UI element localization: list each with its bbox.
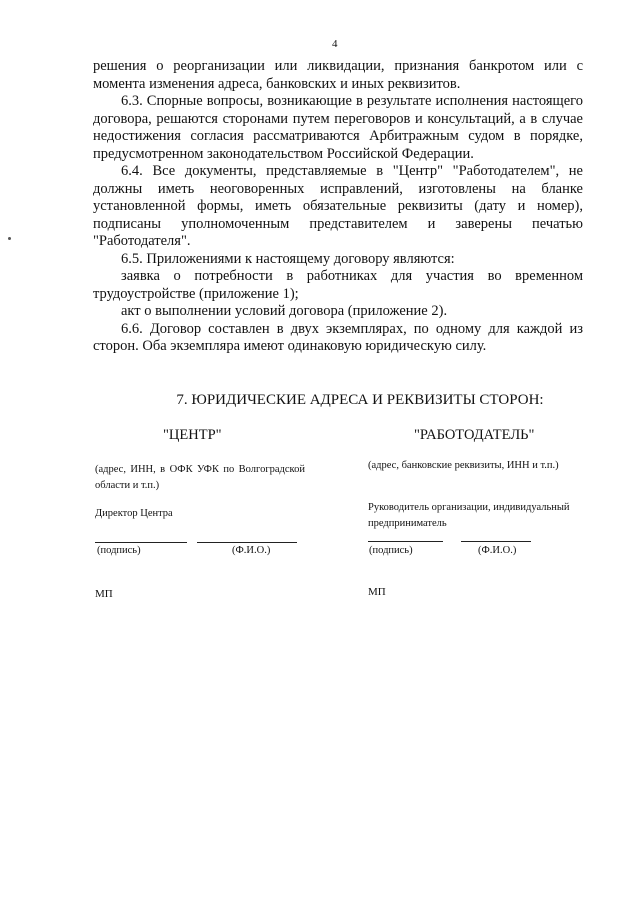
left-party-name: "ЦЕНТР" (163, 427, 222, 443)
left-stamp-mark: МП (95, 588, 113, 600)
paragraph-continuation: решения о реорганизации или ликвидации, признания банкротом или с момента изменения адреса, банковских и иных реквизитов. (93, 58, 583, 92)
paragraph-6-6: 6.6. Договор составлен в двух экземплярах, по одному для каждой из сторон. Оба экземпляра имеют одинаковую юридическую силу. (93, 320, 583, 354)
paragraph-6-5: 6.5. Приложениями к настоящему договору являются: (121, 250, 455, 267)
left-party-position: Директор Центра (95, 508, 173, 519)
paragraph-6-3: 6.3. Спорные вопросы, возникающие в результате исполнения настоящего договора, решаются сторонами путем переговоров и консультаций, а в случае недостижения согласия рассматриваются Арбитражным судом в порядке, предусмотренном законодательством Российской Федерации. (93, 93, 583, 162)
right-signature-line (368, 541, 443, 542)
section-title: 7. ЮРИДИЧЕСКИЕ АДРЕСА И РЕКВИЗИТЫ СТОРОН: (176, 392, 544, 408)
right-sign-label: (подпись) (369, 545, 413, 556)
right-stamp-mark: МП (368, 586, 386, 598)
right-name-line (461, 541, 531, 542)
right-party-position: Руководитель организации, индивидуальный предприниматель (368, 502, 570, 529)
paragraph-6-4: 6.4. Все документы, представляемые в "Центр" "Работодателем", не должны иметь неоговоренных исправлений, изготовлены на бланке установленной формы, иметь обязательные реквизиты (дату и номер), подписаны уполномоченным представителем и заверены печатью "Работодателя". (93, 163, 583, 249)
right-party-name: "РАБОТОДАТЕЛЬ" (414, 427, 535, 443)
left-fio-label: (Ф.И.О.) (232, 545, 271, 556)
left-party-details: (адрес, ИНН, в ОФК УФК по Волгоградской области и т.п.) (95, 464, 305, 491)
appendix-1-item: заявка о потребности в работниках для участия во временном трудоустройстве (приложение 1); (93, 268, 583, 302)
right-party-details: (адрес, банковские реквизиты, ИНН и т.п.) (368, 460, 559, 471)
page-number: 4 (332, 38, 338, 50)
left-sign-label: (подпись) (97, 545, 141, 556)
appendix-2-item: акт о выполнении условий договора (приложение 2). (121, 303, 448, 319)
right-fio-label: (Ф.И.О.) (478, 545, 517, 556)
contract-body (93, 58, 583, 356)
scan-speck (8, 237, 11, 240)
